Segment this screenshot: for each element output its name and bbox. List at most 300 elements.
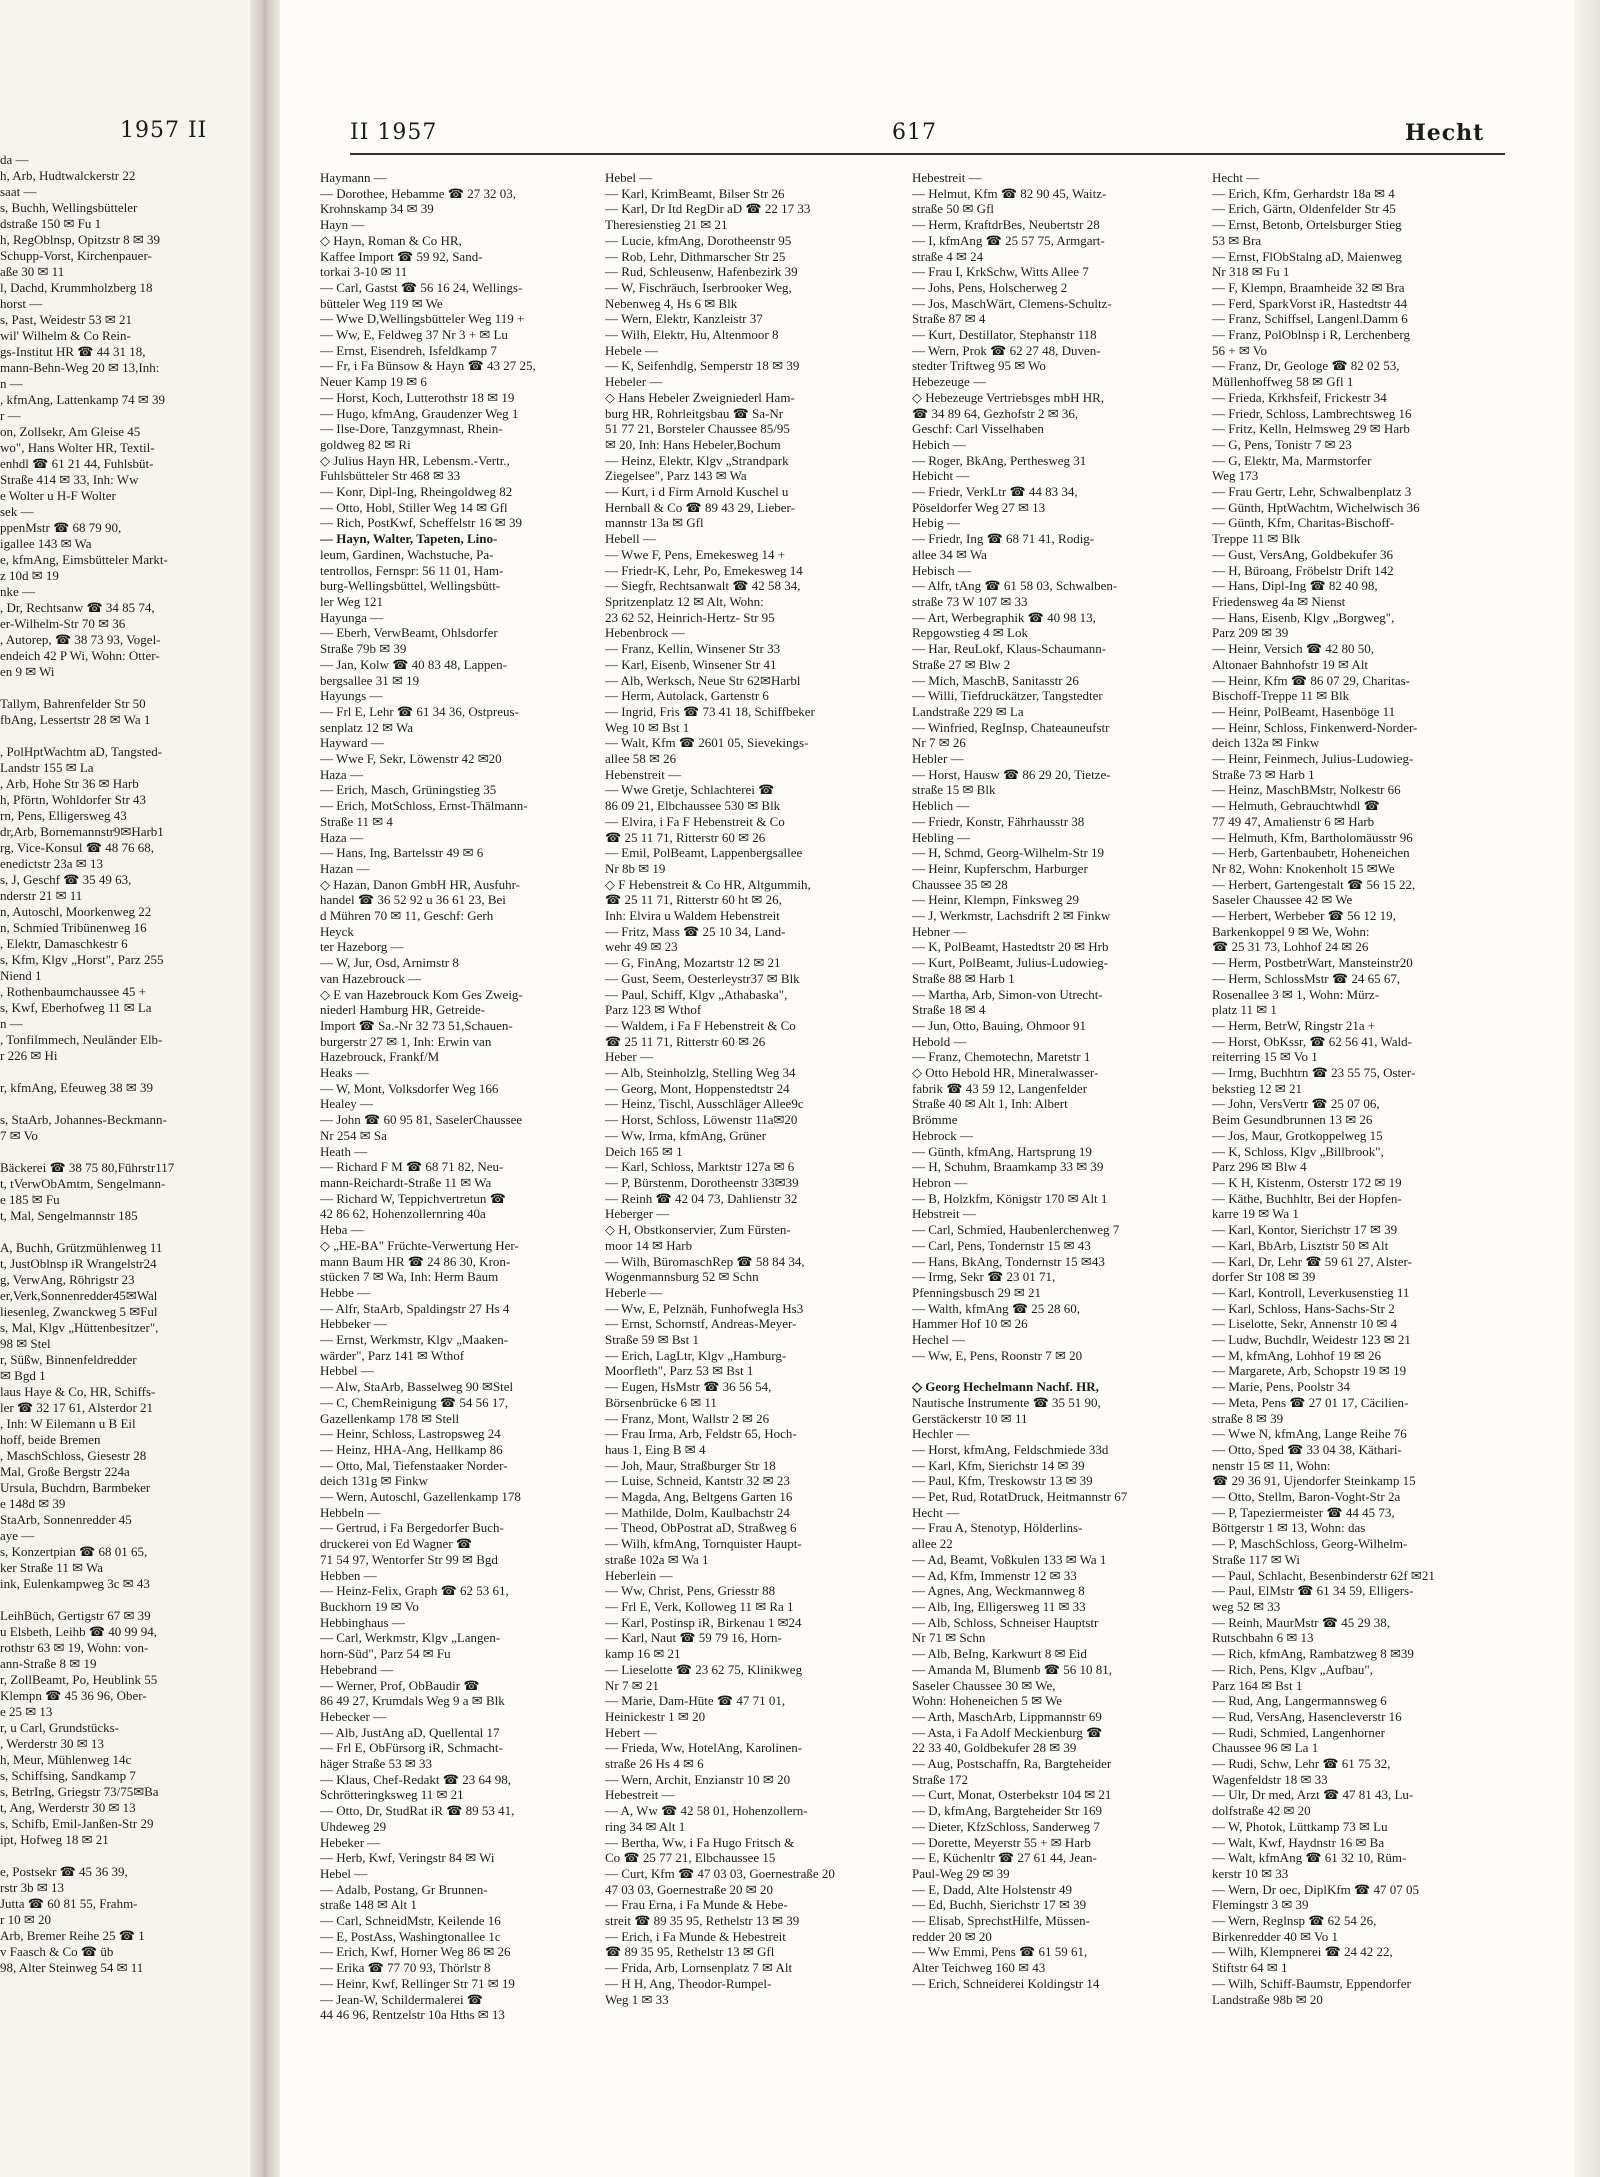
- directory-entry-line: laus Haye & Co, HR, Schiffs-: [0, 1384, 156, 1399]
- directory-entry-line: — Agnes, Ang, Weckmannweg 8: [912, 1583, 1085, 1599]
- directory-entry-line: — Ad, Beamt, Voßkulen 133 ✉ Wa 1: [912, 1551, 1107, 1567]
- directory-entry-line: Moorfleth", Parz 53 ✉ Bst 1: [605, 1363, 754, 1379]
- directory-entry-line: ◇ Hebezeuge Vertriebsges mbH HR,: [912, 389, 1105, 405]
- directory-entry-line: dorfer Str 108 ✉ 39: [1212, 1269, 1316, 1285]
- directory-entry-line: — Herm, Autolack, Gartenstr 6: [605, 688, 769, 704]
- directory-entry-line: Alter Teichweg 160 ✉ 43: [912, 1960, 1046, 1976]
- directory-entry-line: ◇ F Hebenstreit & Co HR, Altgummih,: [605, 876, 811, 892]
- directory-entry-line: — John, VersVertr ☎ 25 07 06,: [1212, 1096, 1380, 1112]
- directory-entry-line: sek —: [0, 504, 34, 519]
- left-page: [0, 0, 255, 2177]
- directory-entry-line: Hebbeker —: [320, 1316, 387, 1332]
- directory-entry-line: — Rudi, Schw, Lehr ☎ 61 75 32,: [1212, 1756, 1391, 1772]
- directory-entry-line: karre 19 ✉ Wa 1: [1212, 1206, 1299, 1222]
- directory-entry-line: Landstraße 229 ✉ La: [912, 703, 1024, 719]
- directory-entry-line: aye —: [0, 1528, 35, 1543]
- directory-entry-line: Nebenweg 4, Hs 6 ✉ Blk: [605, 295, 738, 311]
- directory-entry-line: h, Arb, Hudtwalckerstr 22: [0, 168, 136, 183]
- directory-entry-line: — Ernst, Schornstf, Andreas-Meyer-: [605, 1316, 797, 1332]
- directory-entry-line: — K H, Kistenm, Osterstr 172 ✉ 19: [1212, 1175, 1402, 1190]
- directory-entry-line: — Frau Erna, i Fa Munde & Hebe-: [605, 1897, 788, 1913]
- directory-entry-line: nderstr 21 ✉ 11: [0, 888, 83, 903]
- directory-entry-line: — Käthe, Buchhltr, Bei der Hopfen-: [1212, 1190, 1402, 1206]
- directory-entry-line: [0, 680, 250, 696]
- directory-entry-line: ler Weg 121: [320, 593, 383, 609]
- directory-entry-line: allee 34 ✉ Wa: [912, 546, 987, 562]
- directory-entry-line: moor 14 ✉ Harb: [605, 1237, 693, 1253]
- directory-entry-line: Hebecker —: [320, 1708, 387, 1724]
- directory-entry-line: — Erich, MotSchloss, Ernst-Thälmann-: [320, 798, 528, 814]
- directory-entry-line: — Emil, PolBeamt, Lappenbergsallee: [605, 845, 803, 861]
- directory-entry-line: — Günth, Kfm, Charitas-Bischoff-: [1212, 515, 1395, 531]
- directory-entry-line: — Gust, VersAng, Goldbekufer 36: [1212, 546, 1394, 562]
- directory-entry-line: Straße 73 ✉ Harb 1: [1212, 766, 1315, 782]
- directory-entry-line: Straße 79b ✉ 39: [320, 641, 407, 657]
- directory-entry-line: — Walt, Kwf, Haydnstr 16 ✉ Ba: [1212, 1834, 1385, 1850]
- directory-entry-line: — F, Klempn, Braamheide 32 ✉ Bra: [1212, 279, 1405, 295]
- directory-entry-line: dolfstraße 42 ✉ 20: [1212, 1803, 1311, 1819]
- directory-entry-line: — Herm, KraftdrBes, Neubertstr 28: [912, 217, 1100, 233]
- directory-entry-line: mann-Reichardt-Straße 11 ✉ Wa: [320, 1175, 492, 1190]
- directory-entry-line: Hebrock —: [912, 1127, 974, 1143]
- directory-entry-line: Ursula, Buchdrn, Barmbeker: [0, 1480, 151, 1495]
- directory-entry-line: Heberle —: [605, 1284, 663, 1300]
- directory-entry-line: — Mich, MaschB, Sanitasstr 26: [912, 672, 1079, 688]
- directory-entry-line: Paul-Weg 29 ✉ 39: [912, 1865, 1010, 1881]
- directory-entry-line: Chaussee 35 ✉ 28: [912, 876, 1008, 892]
- directory-entry-line: — Ernst, Werkmstr, Klgv „Maaken-: [320, 1332, 509, 1348]
- directory-entry-line: — Heinz-Felix, Graph ☎ 62 53 61,: [320, 1583, 509, 1599]
- directory-entry-line: Hernball & Co ☎ 89 43 29, Lieber-: [605, 499, 795, 515]
- directory-entry-line: 77 49 47, Amalienstr 6 ✉ Harb: [1212, 813, 1375, 829]
- directory-entry-line: — Erika ☎ 77 70 93, Thörlstr 8: [320, 1960, 491, 1976]
- directory-entry-line: Hebicht —: [912, 468, 970, 484]
- directory-entry-line: wil' Wilhelm & Co Rein-: [0, 328, 131, 343]
- directory-entry-line: — Lieselotte ☎ 23 62 75, Klinikweg: [605, 1661, 803, 1677]
- directory-entry-line: , Elektr, Damaschkestr 6: [0, 936, 128, 951]
- directory-entry-line: — Wilh, BüromaschRep ☎ 58 84 34,: [605, 1253, 805, 1269]
- directory-entry-line: t, tVerwObAmtm, Sengelmann-: [0, 1176, 166, 1191]
- directory-entry-line: streit ☎ 89 35 95, Rethelstr 13 ✉ 39: [605, 1913, 800, 1929]
- running-head: Hecht: [1405, 120, 1485, 146]
- right-page: [280, 0, 1600, 2177]
- directory-entry-line: [0, 728, 250, 744]
- directory-entry-line: — W, Photok, Lüttkamp 73 ✉ Lu: [1212, 1818, 1388, 1834]
- directory-entry-line: burg-Wellingsbüttel, Wellingsbütt-: [320, 578, 501, 594]
- directory-entry-line: , Dr, Rechtsanw ☎ 34 85 74,: [0, 600, 155, 615]
- directory-entry-line: — Eberh, VerwBeamt, Ohlsdorfer: [320, 625, 498, 641]
- directory-entry-line: Heberlein —: [605, 1567, 673, 1583]
- directory-entry-line: on, Zollsekr, Am Gleise 45: [0, 424, 141, 439]
- directory-entry-line: Hebebrand —: [320, 1661, 394, 1677]
- directory-entry-line: s, Past, Weidestr 53 ✉ 21: [0, 312, 133, 327]
- directory-entry-line: torkai 3-10 ✉ 11: [320, 264, 408, 280]
- directory-entry-line: horn-Süd", Parz 54 ✉ Fu: [320, 1646, 451, 1662]
- directory-entry-line: mann-Behn-Weg 20 ✉ 13,Inh:: [0, 360, 160, 375]
- directory-entry-line: Mal, Große Bergstr 224a: [0, 1464, 130, 1479]
- directory-entry-line: — Roger, BkAng, Perthesweg 31: [912, 452, 1087, 468]
- directory-entry-line: — H, Schmd, Georg-Wilhelm-Str 19: [912, 845, 1105, 861]
- directory-entry-line: — Ilse-Dore, Tanzgymnast, Rhein-: [320, 421, 503, 437]
- directory-entry-line: — Reinh ☎ 42 04 73, Dahlienstr 32: [605, 1190, 798, 1206]
- directory-entry-line: , Arb, Hohe Str 36 ✉ Harb: [0, 776, 139, 791]
- directory-entry-line: — Frl E, Lehr ☎ 61 34 36, Ostpreus-: [320, 703, 519, 719]
- directory-entry-line: Hebler —: [912, 751, 964, 767]
- directory-entry-line: Hebner —: [912, 923, 967, 939]
- directory-entry-line: Parz 209 ✉ 39: [1212, 625, 1289, 641]
- directory-entry-line: Nr 8b ✉ 19: [605, 860, 666, 876]
- directory-entry-line: — W, Mont, Volksdorfer Weg 166: [320, 1080, 499, 1096]
- directory-entry-line: — Alw, StaArb, Basselweg 90 ✉Stel: [320, 1379, 514, 1395]
- directory-entry-line: — Erich, Masch, Grüningstieg 35: [320, 782, 497, 798]
- directory-entry-line: — Heinr, Schloss, Finkenwerd-Norder-: [1212, 719, 1418, 735]
- directory-entry-line: ppenMstr ☎ 68 79 90,: [0, 520, 122, 535]
- directory-entry-line: Parz 123 ✉ Wthof: [605, 1002, 702, 1018]
- directory-entry-line: — Rich, Pens, Klgv „Aufbau",: [1212, 1661, 1373, 1677]
- directory-entry-line: — Heinr, Schloss, Lastropsweg 24: [320, 1426, 501, 1442]
- directory-entry-line: stedter Triftweg 95 ✉ Wo: [912, 358, 1046, 374]
- directory-entry-line: , MaschSchloss, Giesestr 28: [0, 1448, 147, 1463]
- directory-entry-line: tentrollos, Fernspr: 56 11 01, Ham-: [320, 562, 504, 578]
- directory-entry-line: — Rob, Lehr, Dithmarscher Str 25: [605, 248, 786, 264]
- directory-entry-line: Hebeler —: [605, 374, 663, 390]
- directory-entry-line: horst —: [0, 296, 43, 311]
- directory-entry-line: e 148d ✉ 39: [0, 1496, 66, 1511]
- directory-entry-line: Nautische Instrumente ☎ 35 51 90,: [912, 1394, 1101, 1410]
- directory-entry-line: — Richard F M ☎ 68 71 82, Neu-: [320, 1159, 504, 1175]
- directory-entry-line: straße 26 Hs 4 ✉ 6: [605, 1756, 704, 1772]
- directory-entry-line: — Wwe F, Pens, Emekesweg 14 +: [605, 546, 786, 562]
- directory-entry-line: — Ww, Irma, kfmAng, Grüner: [605, 1127, 767, 1143]
- directory-entry-line: Hebron —: [912, 1175, 968, 1190]
- directory-entry-line: senplatz 12 ✉ Wa: [320, 719, 413, 735]
- directory-entry-line: mann Baum HR ☎ 24 86 30, Kron-: [320, 1253, 511, 1269]
- directory-entry-line: — Heinz, Tischl, Ausschläger Allee9c: [605, 1096, 804, 1112]
- directory-entry-line: — Paul, ElMstr ☎ 61 34 59, Elligers-: [1212, 1583, 1414, 1599]
- directory-entry-line: Bäckerei ☎ 38 75 80,Führstr117: [0, 1160, 175, 1175]
- directory-entry-line: — Günth, kfmAng, Hartsprung 19: [912, 1143, 1092, 1159]
- directory-entry-line: — Frl E, ObFürsorg iR, Schmacht-: [320, 1740, 503, 1756]
- directory-entry-line: straße 8 ✉ 39: [1212, 1410, 1284, 1426]
- directory-entry-line: — Erich, i Fa Munde & Hebestreit: [605, 1928, 786, 1944]
- directory-entry-line: — Irmg, Sekr ☎ 23 01 71,: [912, 1269, 1056, 1285]
- directory-entry-line: h, RegOblnsp, Opitzstr 8 ✉ 39: [0, 232, 161, 247]
- directory-entry-line: ter Hazeborg —: [320, 939, 404, 955]
- directory-entry-line: nenstr 15 ✉ 11, Wohn:: [1212, 1457, 1331, 1473]
- directory-entry-line: — Theod, ObPostrat aD, Straßweg 6: [605, 1520, 797, 1536]
- directory-entry-line: liesenleg, Zwanckweg 5 ✉Ful: [0, 1304, 158, 1319]
- directory-entry-line: Hayunga —: [320, 609, 384, 625]
- directory-entry-line: — G, Elektr, Ma, Marmstorfer: [1212, 452, 1372, 468]
- directory-entry-line: — Carl, Gastst ☎ 56 16 24, Wellings-: [320, 279, 523, 295]
- directory-entry-line: — Jan, Kolw ☎ 40 83 48, Lappen-: [320, 656, 507, 672]
- directory-entry-line: Co ☎ 25 77 21, Elbchaussee 15: [605, 1850, 776, 1866]
- directory-entry-line: — Jos, MaschWärt, Clemens-Schultz-: [912, 295, 1112, 311]
- directory-entry-line: ☎ 25 31 73, Lohhof 24 ✉ 26: [1212, 939, 1369, 955]
- directory-entry-line: — Ad, Kfm, Immenstr 12 ✉ 33: [912, 1567, 1077, 1583]
- directory-entry-line: — Kurt, PolBeamt, Julius-Ludowieg-: [912, 955, 1109, 971]
- directory-entry-line: straße 15 ✉ Blk: [912, 782, 996, 798]
- directory-entry-line: Arb, Bremer Reihe 25 ☎ 1: [0, 1928, 145, 1943]
- directory-entry-line: — Frau Gertr, Lehr, Schwalbenplatz 3: [1212, 484, 1412, 500]
- directory-entry-line: 53 ✉ Bra: [1212, 232, 1262, 248]
- directory-entry-line: — Alb, Ing, Elligersweg 11 ✉ 33: [912, 1598, 1086, 1614]
- directory-entry-line: — H, Schuhm, Braamkamp 33 ✉ 39: [912, 1159, 1104, 1175]
- directory-entry-line: 71 54 97, Wentorfer Str 99 ✉ Bgd: [320, 1551, 498, 1567]
- directory-entry-line: goldweg 82 ✉ Ri: [320, 436, 411, 452]
- directory-entry-line: — G, FinAng, Mozartstr 12 ✉ 21: [605, 955, 781, 971]
- directory-entry-line: ◇ Julius Hayn HR, Lebensm.-Vertr.,: [320, 452, 510, 468]
- directory-entry-line: haus 1, Eing B ✉ 4: [605, 1441, 706, 1457]
- directory-entry-line: ◇ H, Obstkonservier, Zum Fürsten-: [605, 1222, 791, 1238]
- directory-entry-line: — Wern, Autoschl, Gazellenkamp 178: [320, 1489, 521, 1505]
- directory-entry-line: — Herbert, Werbeber ☎ 56 12 19,: [1212, 908, 1396, 924]
- directory-entry-line: — Wern, Reglnsp ☎ 62 54 26,: [1212, 1913, 1377, 1929]
- directory-entry-line: ipt, Hofweg 18 ✉ 21: [0, 1832, 109, 1847]
- directory-entry-line: Gerstäckerstr 10 ✉ 11: [912, 1410, 1028, 1426]
- directory-entry-line: Weg 1 ✉ 33: [605, 1991, 669, 2007]
- directory-entry-line: — M, kfmAng, Lohhof 19 ✉ 26: [1212, 1347, 1382, 1363]
- directory-entry-line: Klempn ☎ 45 36 96, Ober-: [0, 1688, 147, 1703]
- directory-entry-line: r, u Carl, Grundstücks-: [0, 1720, 119, 1735]
- directory-entry-line: Heba —: [320, 1222, 364, 1238]
- directory-entry-line: — Frau Irma, Arb, Feldstr 65, Hoch-: [605, 1426, 797, 1442]
- directory-entry-line: wärder", Parz 141 ✉ Wthof: [320, 1347, 465, 1363]
- directory-entry-line: Pöseldorfer Weg 27 ✉ 13: [912, 499, 1046, 515]
- directory-entry-line: s, J, Geschf ☎ 35 49 63,: [0, 872, 132, 887]
- directory-entry-line: Rutschbahn 6 ✉ 13: [1212, 1630, 1314, 1646]
- directory-entry-line: Hayward —: [320, 735, 384, 751]
- directory-entry-line: — Helmuth, Kfm, Bartholomäusstr 96: [1212, 829, 1413, 845]
- directory-entry-line: da —: [0, 152, 29, 167]
- directory-entry-line: — Bertha, Ww, i Fa Hugo Fritsch &: [605, 1834, 795, 1850]
- directory-entry-line: — Joh, Maur, Straßburger Str 18: [605, 1457, 776, 1473]
- directory-entry-line: — Horst, Koch, Lutterothstr 18 ✉ 19: [320, 389, 515, 405]
- directory-entry-line: ◇ E van Hazebrouck Kom Ges Zweig-: [320, 986, 523, 1002]
- directory-entry-line: — Horst, kfmAng, Feldschmiede 33d: [912, 1441, 1109, 1457]
- directory-entry-line: Parz 296 ✉ Blw 4: [1212, 1159, 1307, 1175]
- directory-entry-line: s, Kfm, Klgv „Horst", Parz 255: [0, 952, 164, 967]
- directory-entry-line: Hebisch —: [912, 562, 971, 578]
- directory-entry-line: Nr 254 ✉ Sa: [320, 1127, 387, 1143]
- directory-entry-line: Theresienstieg 21 ✉ 21: [605, 217, 728, 233]
- directory-entry-line: Nr 82, Wohn: Knokenholt 15 ✉We: [1212, 860, 1395, 876]
- directory-entry-line: Heber —: [605, 1049, 654, 1065]
- directory-entry-line: s, Kwf, Eberhofweg 11 ✉ La: [0, 1000, 152, 1015]
- directory-entry-line: s, Konzertpian ☎ 68 01 65,: [0, 1544, 148, 1559]
- directory-entry-line: — Rich, PostKwf, Scheffelstr 16 ✉ 39: [320, 515, 523, 531]
- directory-entry-line: — Har, ReuLokf, Klaus-Schaumann-: [912, 641, 1107, 657]
- directory-entry-line: — Frieda, Ww, HotelAng, Karolinen-: [605, 1740, 803, 1756]
- directory-entry-line: ◇ Hayn, Roman & Co HR,: [320, 232, 462, 248]
- directory-entry-line: — C, ChemReinigung ☎ 54 56 17,: [320, 1394, 509, 1410]
- directory-entry-line: Weg 10 ✉ Bst 1: [605, 719, 690, 735]
- directory-entry-line: — B, Holzkfm, Königstr 170 ✉ Alt 1: [912, 1190, 1108, 1206]
- directory-entry-line: — Erich, Kwf, Horner Weg 86 ✉ 26: [320, 1944, 511, 1960]
- directory-entry-line: StaArb, Sonnenredder 45: [0, 1512, 132, 1527]
- directory-entry-line: — Rud, Schleusenw, Hafenbezirk 39: [605, 264, 798, 280]
- directory-entry-line: — Curt, Monat, Osterbekstr 104 ✉ 21: [912, 1787, 1112, 1803]
- directory-entry-line: Straße 87 ✉ 4: [912, 311, 986, 327]
- directory-entry-line: — Friedr, Ing ☎ 68 71 41, Rodig-: [912, 531, 1095, 547]
- directory-entry-line: — Asta, i Fa Adolf Meckienburg ☎: [912, 1724, 1103, 1740]
- directory-entry-line: — Hans, Eisenb, Klgv „Borgweg",: [1212, 609, 1395, 625]
- directory-entry-line: — W, Jur, Osd, Arnimstr 8: [320, 955, 459, 971]
- directory-entry-line: — Heinz, HHA-Ang, Hellkamp 86: [320, 1441, 503, 1457]
- directory-entry-line: — Friedr-K, Lehr, Po, Emekesweg 14: [605, 562, 803, 578]
- directory-entry-line: — Winfried, RegInsp, Chateauneufstr: [912, 719, 1110, 735]
- directory-entry-line: g, VerwAng, Röhrigstr 23: [0, 1272, 135, 1287]
- directory-entry-line: ann-Straße 8 ✉ 19: [0, 1656, 97, 1671]
- directory-entry-line: v Faasch & Co ☎ üb: [0, 1944, 114, 1959]
- directory-entry-line: — Karl, Postinsp iR, Birkenau 1 ✉24: [605, 1614, 802, 1630]
- directory-entry-line: Treppe 11 ✉ Blk: [1212, 531, 1301, 547]
- directory-entry-line: — Fritz, Kelln, Helmsweg 29 ✉ Harb: [1212, 421, 1410, 437]
- directory-entry-line: — Mathilde, Dolm, Kaulbachstr 24: [605, 1504, 790, 1520]
- directory-entry-line: [0, 1144, 250, 1160]
- directory-entry-line: rn, Pens, Elligersweg 43: [0, 808, 127, 823]
- directory-entry-line: Nr 7 ✉ 21: [605, 1677, 659, 1693]
- directory-entry-line: — Ingrid, Fris ☎ 73 41 18, Schiffbeker: [605, 703, 815, 719]
- directory-entry-line: — Marie, Pens, Poolstr 34: [1212, 1379, 1350, 1395]
- directory-entry-line: Hebezeuge —: [912, 374, 986, 390]
- directory-entry-line: 42 86 62, Hohenzollernring 40a: [320, 1206, 486, 1222]
- directory-entry-line: — Karl, Dr, Lehr ☎ 59 61 27, Alster-: [1212, 1253, 1412, 1269]
- directory-entry-line: Böttgerstr 1 ✉ 13, Wohn: das: [1212, 1520, 1366, 1536]
- directory-entry-line: n, Schmied Tribünenweg 16: [0, 920, 147, 935]
- directory-entry-line: Inh: Elvira u Waldem Hebenstreit: [605, 908, 780, 924]
- directory-entry-line: Parz 164 ✉ Bst 1: [1212, 1677, 1303, 1693]
- directory-entry-line: — Wern, Prok ☎ 62 27 48, Duven-: [912, 342, 1101, 358]
- directory-entry-line: — Herm, SchlossMstr ☎ 24 65 67,: [1212, 970, 1401, 986]
- directory-entry-line: ker Straße 11 ✉ Wa: [0, 1560, 103, 1575]
- directory-entry-line: Landstr 155 ✉ La: [0, 760, 94, 775]
- directory-entry-line: Haza —: [320, 829, 363, 845]
- directory-entry-line: , Autorep, ☎ 38 73 93, Vogel-: [0, 632, 161, 647]
- left-page-column: [0, 152, 250, 1976]
- directory-entry-line: Straße 11 ✉ 4: [320, 813, 393, 829]
- directory-entry-line: — Rud, VersAng, Hasencleverstr 16: [1212, 1708, 1402, 1724]
- directory-entry-line: , Werderstr 30 ✉ 13: [0, 1736, 104, 1751]
- directory-entry-line: Wohn: Hoheneichen 5 ✉ We: [912, 1693, 1063, 1709]
- directory-entry-line: — Irmg, Buchhtrn ☎ 23 55 75, Oster-: [1212, 1065, 1416, 1081]
- directory-entry-line: Repgowstieg 4 ✉ Lok: [912, 625, 1028, 641]
- directory-entry-line: — Horst, Hausw ☎ 86 29 20, Tietze-: [912, 766, 1111, 782]
- directory-entry-line: — Erich, Schneiderei Koldingstr 14: [912, 1975, 1100, 1991]
- directory-entry-line: n —: [0, 1016, 23, 1031]
- directory-entry-line: Müllenhoffweg 58 ✉ Gfl 1: [1212, 374, 1354, 390]
- directory-entry-line: , Inh: W Eilemann u B Eil: [0, 1416, 136, 1431]
- directory-entry-line: dr,Arb, Bornemannstr9✉Harb1: [0, 824, 164, 839]
- directory-entry-line: Hayn —: [320, 217, 365, 233]
- directory-entry-line: — Karl, Schloss, Marktstr 127a ✉ 6: [605, 1159, 795, 1175]
- directory-entry-line: — Hans, Dipl-Ing ☎ 82 40 98,: [1212, 578, 1378, 594]
- directory-entry-line: Import ☎ Sa.-Nr 32 73 51,Schauen-: [320, 1017, 513, 1033]
- directory-entry-line: 47 03 03, Goernestraße 20 ✉ 20: [605, 1881, 773, 1897]
- directory-entry-line: Hebel —: [605, 170, 653, 185]
- directory-entry-line: s, BetrIng, Griegstr 73/75✉Ba: [0, 1784, 159, 1799]
- directory-entry-line: — Jean-W, Schildermalerei ☎: [320, 1991, 483, 2007]
- directory-entry-line: — E, PostAss, Washingtonallee 1c: [320, 1928, 501, 1944]
- directory-entry-line: — Margarete, Arb, Schopstr 19 ✉ 19: [1212, 1363, 1407, 1379]
- directory-entry-line: — Frau I, KrkSchw, Witts Allee 7: [912, 264, 1089, 280]
- directory-entry-line: — Eugen, HsMstr ☎ 36 56 54,: [605, 1379, 772, 1395]
- directory-entry-line: en 9 ✉ Wi: [0, 664, 55, 679]
- directory-entry-line: Hebele —: [605, 342, 659, 358]
- directory-entry-line: Heberger —: [605, 1206, 670, 1222]
- directory-entry-line: — Franz, PolOblnsp i R, Lerchenberg: [1212, 327, 1410, 343]
- directory-entry-line: Heinickestr 1 ✉ 20: [605, 1708, 706, 1724]
- directory-entry-line: [0, 1224, 250, 1240]
- directory-entry-line: Nr 7 ✉ 26: [912, 735, 966, 751]
- directory-entry-line: — Erich, Kfm, Gerhardstr 18a ✉ 4: [1212, 185, 1395, 201]
- directory-entry-line: s, Schifb, Emil-Janßen-Str 29: [0, 1816, 154, 1831]
- directory-entry-line: wo", Hans Wolter HR, Textil-: [0, 440, 155, 455]
- directory-entry-line: Hebeker —: [320, 1834, 381, 1850]
- directory-entry-line: — Martha, Arb, Simon-von Utrecht-: [912, 986, 1103, 1002]
- directory-entry-line: , Tonfilmmech, Neuländer Elb-: [0, 1032, 163, 1047]
- directory-entry-line: [0, 1096, 250, 1112]
- directory-entry-line: , kfmAng, Lattenkamp 74 ✉ 39: [0, 392, 166, 407]
- directory-entry-line: — Otto, Mal, Tiefenstaaker Norder-: [320, 1457, 508, 1473]
- directory-entry-line: weg 52 ✉ 33: [1212, 1598, 1281, 1614]
- directory-entry-line: ☎ 89 35 95, Rethelstr 13 ✉ Gfl: [605, 1944, 775, 1960]
- directory-entry-line: ☎ 25 11 71, Ritterstr 60 ✉ 26: [605, 829, 766, 845]
- directory-entry-line: — Paul, Kfm, Treskowstr 13 ✉ 39: [912, 1473, 1093, 1489]
- directory-entry-line: Hebestreit —: [912, 170, 982, 185]
- directory-entry-line: dstraße 150 ✉ Fu 1: [0, 216, 102, 231]
- directory-entry-line: — Art, Werbegraphik ☎ 40 98 13,: [912, 609, 1096, 625]
- directory-column-2: [605, 170, 867, 2007]
- directory-entry-line: — Rud, Ang, Langermannsweg 6: [1212, 1693, 1387, 1709]
- directory-entry-line: — Ernst, Betonb, Ortelsburger Stieg: [1212, 217, 1402, 233]
- directory-entry-line: Hecht —: [1212, 170, 1260, 185]
- directory-entry-line: — Horst, Schloss, Löwenstr 11a✉20: [605, 1112, 798, 1128]
- directory-entry-line: Chaussee 96 ✉ La 1: [1212, 1740, 1319, 1756]
- directory-entry-line: burgerstr 27 ✉ 1, Inh: Erwin van: [320, 1033, 492, 1049]
- directory-entry-line: s, Schiffsing, Sandkamp 7: [0, 1768, 136, 1783]
- directory-entry-line: t, Mal, Sengelmannstr 185: [0, 1208, 138, 1223]
- directory-entry-line: ler ☎ 32 17 61, Alsterdor 21: [0, 1400, 154, 1415]
- directory-entry-line: allee 22: [912, 1536, 953, 1552]
- directory-entry-line: straße 50 ✉ Gfl: [912, 201, 995, 217]
- directory-entry-line: reiterring 15 ✉ Vo 1: [1212, 1049, 1318, 1065]
- directory-entry-line: Hebig —: [912, 515, 961, 531]
- directory-entry-line: — Franz, Chemotechn, Maretstr 1: [912, 1049, 1091, 1065]
- directory-entry-line: — Karl, Kontor, Sierichstr 17 ✉ 39: [1212, 1222, 1398, 1238]
- directory-entry-line: — Walt, Kfm ☎ 2601 05, Sievekings-: [605, 735, 809, 751]
- directory-entry-line: Hebbe —: [320, 1284, 371, 1300]
- directory-entry-line: — Otto, Sped ☎ 33 04 38, Käthari-: [1212, 1441, 1402, 1457]
- directory-entry-line: Kaffee Import ☎ 59 92, Sand-: [320, 248, 483, 264]
- directory-entry-line: allee 58 ✉ 26: [605, 751, 677, 767]
- directory-entry-line: — Fritz, Mass ☎ 25 10 34, Land-: [605, 923, 786, 939]
- directory-entry-line: — Friedr, Konstr, Fährhausstr 38: [912, 813, 1085, 829]
- directory-entry-line: Hebben —: [320, 1567, 377, 1583]
- directory-entry-line: r, Süßw, Binnenfeldredder: [0, 1352, 137, 1367]
- directory-entry-line: ◇ Hazan, Danon GmbH HR, Ausfuhr-: [320, 876, 521, 892]
- directory-entry-line: Hayungs —: [320, 688, 383, 704]
- directory-entry-line: rothstr 63 ✉ 19, Wohn: von-: [0, 1640, 149, 1655]
- directory-entry-line: — Carl, Schmied, Haubenlerchenweg 7: [912, 1222, 1120, 1238]
- directory-entry-line: — Herm, BetrW, Ringstr 21a +: [1212, 1017, 1376, 1033]
- directory-entry-line: — John ☎ 60 95 81, SaselerChaussee: [320, 1112, 523, 1128]
- directory-entry-line: — Paul, Schlacht, Besenbinderstr 62f ✉21: [1212, 1567, 1435, 1583]
- directory-entry-line: e 25 ✉ 13: [0, 1704, 53, 1719]
- directory-entry-line: — Karl, Eisenb, Winsener Str 41: [605, 656, 777, 672]
- directory-entry-line: — Ferd, SparkVorst iR, Hastedtstr 44: [1212, 295, 1408, 311]
- directory-entry-line: — E, Küchenltr ☎ 27 61 44, Jean-: [912, 1850, 1097, 1866]
